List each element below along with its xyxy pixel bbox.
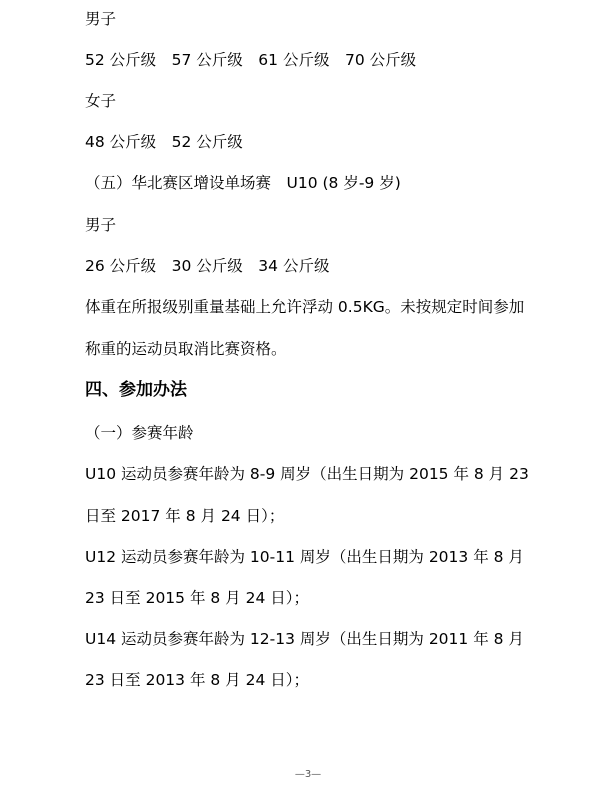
paragraph-u10-age-line2: 日至 2017 年 8 月 24 日）；	[85, 507, 285, 525]
subsection-heading-age: （一）参赛年龄	[85, 424, 194, 442]
paragraph-male-label: 男子	[85, 10, 117, 28]
paragraph-u10-age-line1: U10 运动员参赛年龄为 8-9 周岁（出生日期为 2015 年 8 月 23	[85, 465, 529, 483]
paragraph-u12-age-line1: U12 运动员参赛年龄为 10-11 周岁（出生日期为 2013 年 8 月	[85, 548, 524, 566]
paragraph-u12-age-line2: 23 日至 2015 年 8 月 24 日）；	[85, 589, 309, 607]
paragraph-weight-rule-line1: 体重在所报级别重量基础上允许浮动 0.5KG。未按规定时间参加	[85, 298, 525, 316]
paragraph-female-label: 女子	[85, 92, 117, 110]
paragraph-male-weights: 52 公斤级 57 公斤级 61 公斤级 70 公斤级	[85, 51, 417, 69]
paragraph-u14-age-line2: 23 日至 2013 年 8 月 24 日）；	[85, 671, 309, 689]
paragraph-weight-rule-line2: 称重的运动员取消比赛资格。	[85, 340, 287, 358]
section-heading-participation: 四、参加办法	[85, 380, 187, 400]
paragraph-north-china-single-event: （五）华北赛区增设单场赛 U10 (8 岁-9 岁)	[85, 174, 401, 192]
paragraph-female-weights: 48 公斤级 52 公斤级	[85, 133, 243, 151]
paragraph-u10-male-label: 男子	[85, 216, 117, 234]
page-number: —3—	[294, 769, 322, 780]
paragraph-u10-male-weights: 26 公斤级 30 公斤级 34 公斤级	[85, 257, 330, 275]
paragraph-u14-age-line1: U14 运动员参赛年龄为 12-13 周岁（出生日期为 2011 年 8 月	[85, 630, 524, 648]
